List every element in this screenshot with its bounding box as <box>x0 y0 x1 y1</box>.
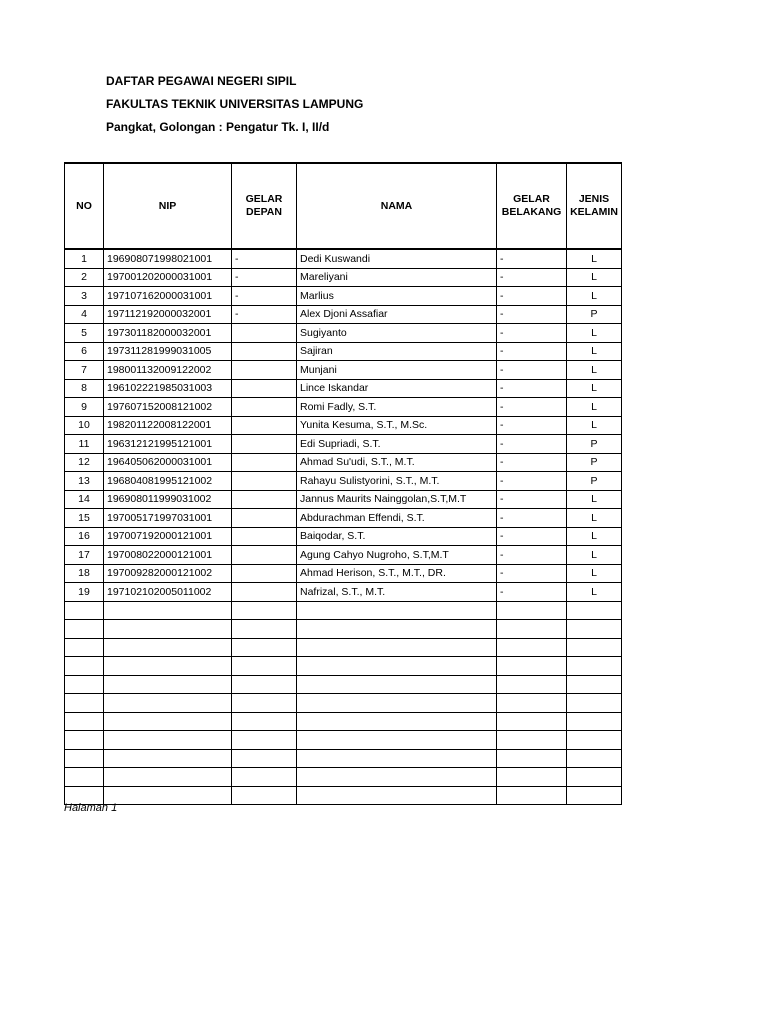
cell-jenis-kelamin: L <box>567 546 622 565</box>
cell-nip: 196405062000031001 <box>104 453 232 472</box>
cell-gelar-depan: - <box>232 287 297 306</box>
cell-nip <box>104 786 232 805</box>
cell-nip <box>104 638 232 657</box>
cell-no: 12 <box>65 453 104 472</box>
col-header-gelar-belakang: GELAR BELAKANG <box>497 163 567 249</box>
cell-gelar-belakang: - <box>497 361 567 380</box>
col-header-jenis-kelamin: JENIS KELAMIN <box>567 163 622 249</box>
cell-jenis-kelamin <box>567 657 622 676</box>
cell-gelar-depan <box>232 564 297 583</box>
empty-row <box>65 620 622 639</box>
cell-nama: Alex Djoni Assafiar <box>297 305 497 324</box>
cell-jenis-kelamin: L <box>567 416 622 435</box>
cell-nama: Marlius <box>297 287 497 306</box>
cell-gelar-depan <box>232 712 297 731</box>
cell-gelar-belakang: - <box>497 583 567 602</box>
cell-gelar-belakang: - <box>497 305 567 324</box>
cell-nama <box>297 601 497 620</box>
cell-gelar-depan <box>232 638 297 657</box>
cell-nip: 196312121995121001 <box>104 435 232 454</box>
cell-gelar-depan <box>232 546 297 565</box>
cell-nip: 196102221985031003 <box>104 379 232 398</box>
cell-nama: Yunita Kesuma, S.T., M.Sc. <box>297 416 497 435</box>
cell-nip: 197311281999031005 <box>104 342 232 361</box>
cell-jenis-kelamin <box>567 694 622 713</box>
cell-no: 10 <box>65 416 104 435</box>
table-row <box>65 342 622 361</box>
cell-gelar-depan <box>232 527 297 546</box>
cell-nama: Romi Fadly, S.T. <box>297 398 497 417</box>
cell-nama <box>297 620 497 639</box>
cell-gelar-belakang: - <box>497 342 567 361</box>
cell-no <box>65 601 104 620</box>
cell-no <box>65 620 104 639</box>
cell-nip <box>104 601 232 620</box>
cell-nama: Lince Iskandar <box>297 379 497 398</box>
cell-gelar-depan: - <box>232 305 297 324</box>
cell-jenis-kelamin <box>567 675 622 694</box>
cell-gelar-belakang: - <box>497 249 567 268</box>
cell-nama: Agung Cahyo Nugroho, S.T,M.T <box>297 546 497 565</box>
cell-gelar-depan <box>232 509 297 528</box>
cell-nama <box>297 694 497 713</box>
cell-gelar-belakang <box>497 694 567 713</box>
cell-nama: Jannus Maurits Nainggolan,S.T,M.T <box>297 490 497 509</box>
table-row <box>65 416 622 435</box>
table-row <box>65 287 622 306</box>
cell-no: 6 <box>65 342 104 361</box>
header-title: DAFTAR PEGAWAI NEGERI SIPIL <box>106 74 297 88</box>
cell-nama <box>297 731 497 750</box>
cell-gelar-depan <box>232 398 297 417</box>
cell-no: 7 <box>65 361 104 380</box>
cell-jenis-kelamin: L <box>567 379 622 398</box>
cell-jenis-kelamin: P <box>567 305 622 324</box>
cell-nama <box>297 712 497 731</box>
cell-nama: Sugiyanto <box>297 324 497 343</box>
cell-gelar-depan <box>232 472 297 491</box>
cell-gelar-depan: - <box>232 249 297 268</box>
cell-no: 2 <box>65 268 104 287</box>
cell-gelar-depan <box>232 620 297 639</box>
cell-gelar-depan <box>232 749 297 768</box>
cell-gelar-belakang: - <box>497 287 567 306</box>
cell-gelar-belakang <box>497 675 567 694</box>
cell-nip: 198001132009122002 <box>104 361 232 380</box>
cell-jenis-kelamin <box>567 768 622 787</box>
cell-jenis-kelamin: L <box>567 398 622 417</box>
cell-no: 3 <box>65 287 104 306</box>
table-row <box>65 305 622 324</box>
cell-jenis-kelamin: L <box>567 268 622 287</box>
cell-nip <box>104 675 232 694</box>
cell-no <box>65 694 104 713</box>
cell-gelar-belakang <box>497 638 567 657</box>
cell-gelar-depan <box>232 453 297 472</box>
cell-jenis-kelamin: L <box>567 509 622 528</box>
cell-jenis-kelamin <box>567 786 622 805</box>
cell-no <box>65 657 104 676</box>
cell-no: 14 <box>65 490 104 509</box>
empty-row <box>65 638 622 657</box>
empty-row <box>65 786 622 805</box>
cell-gelar-depan <box>232 379 297 398</box>
cell-nip: 197008022000121001 <box>104 546 232 565</box>
cell-no <box>65 675 104 694</box>
cell-gelar-belakang: - <box>497 509 567 528</box>
cell-no <box>65 768 104 787</box>
cell-gelar-belakang <box>497 601 567 620</box>
empty-row <box>65 657 622 676</box>
cell-no <box>65 749 104 768</box>
empty-row <box>65 675 622 694</box>
cell-gelar-belakang: - <box>497 435 567 454</box>
cell-no: 18 <box>65 564 104 583</box>
cell-jenis-kelamin: L <box>567 342 622 361</box>
header-faculty: FAKULTAS TEKNIK UNIVERSITAS LAMPUNG <box>106 97 364 111</box>
cell-nip: 198201122008122001 <box>104 416 232 435</box>
cell-nama <box>297 768 497 787</box>
cell-gelar-depan <box>232 675 297 694</box>
cell-jenis-kelamin: L <box>567 361 622 380</box>
cell-jenis-kelamin: L <box>567 583 622 602</box>
cell-gelar-belakang <box>497 712 567 731</box>
cell-gelar-belakang: - <box>497 472 567 491</box>
cell-no: 5 <box>65 324 104 343</box>
cell-nama <box>297 675 497 694</box>
cell-jenis-kelamin <box>567 638 622 657</box>
table-row <box>65 583 622 602</box>
cell-no: 8 <box>65 379 104 398</box>
cell-nip <box>104 657 232 676</box>
cell-nama: Abdurachman Effendi, S.T. <box>297 509 497 528</box>
cell-jenis-kelamin: L <box>567 324 622 343</box>
cell-jenis-kelamin: L <box>567 249 622 268</box>
cell-nip: 197301182000032001 <box>104 324 232 343</box>
cell-gelar-belakang: - <box>497 490 567 509</box>
cell-no: 19 <box>65 583 104 602</box>
cell-nama: Ahmad Su'udi, S.T., M.T. <box>297 453 497 472</box>
cell-no: 16 <box>65 527 104 546</box>
cell-gelar-belakang <box>497 768 567 787</box>
cell-nip <box>104 712 232 731</box>
cell-nama <box>297 657 497 676</box>
cell-nama: Rahayu Sulistyorini, S.T., M.T. <box>297 472 497 491</box>
table-row <box>65 268 622 287</box>
document-header <box>106 70 363 139</box>
cell-jenis-kelamin <box>567 620 622 639</box>
cell-no: 11 <box>65 435 104 454</box>
empty-row <box>65 731 622 750</box>
col-header-no: NO <box>65 163 104 249</box>
cell-nip <box>104 694 232 713</box>
cell-gelar-depan <box>232 601 297 620</box>
cell-gelar-depan <box>232 361 297 380</box>
cell-nip: 197001202000031001 <box>104 268 232 287</box>
cell-nip: 197007192000121001 <box>104 527 232 546</box>
cell-nip: 197009282000121002 <box>104 564 232 583</box>
header-rank: Pangkat, Golongan : Pengatur Tk. I, II/d <box>106 120 330 134</box>
col-header-gelar-depan: GELAR DEPAN <box>232 163 297 249</box>
cell-gelar-depan <box>232 342 297 361</box>
cell-nama: Dedi Kuswandi <box>297 249 497 268</box>
cell-nama <box>297 786 497 805</box>
cell-gelar-belakang: - <box>497 398 567 417</box>
cell-jenis-kelamin: L <box>567 287 622 306</box>
cell-nama <box>297 749 497 768</box>
cell-jenis-kelamin: L <box>567 490 622 509</box>
cell-gelar-depan <box>232 731 297 750</box>
table-row <box>65 472 622 491</box>
cell-no: 9 <box>65 398 104 417</box>
cell-gelar-belakang: - <box>497 527 567 546</box>
empty-row <box>65 712 622 731</box>
cell-nama: Ahmad Herison, S.T., M.T., DR. <box>297 564 497 583</box>
cell-nip: 197607152008121002 <box>104 398 232 417</box>
cell-no <box>65 638 104 657</box>
cell-gelar-belakang: - <box>497 379 567 398</box>
cell-gelar-belakang: - <box>497 416 567 435</box>
cell-no <box>65 731 104 750</box>
table-row <box>65 398 622 417</box>
cell-nip <box>104 768 232 787</box>
cell-jenis-kelamin <box>567 712 622 731</box>
cell-nip <box>104 749 232 768</box>
cell-gelar-depan <box>232 768 297 787</box>
cell-no <box>65 712 104 731</box>
cell-nama <box>297 638 497 657</box>
table-row <box>65 564 622 583</box>
cell-no: 17 <box>65 546 104 565</box>
cell-gelar-belakang: - <box>497 453 567 472</box>
cell-nama: Nafrizal, S.T., M.T. <box>297 583 497 602</box>
empty-row <box>65 749 622 768</box>
table-header-row <box>65 163 622 249</box>
empty-row <box>65 694 622 713</box>
cell-no: 1 <box>65 249 104 268</box>
cell-nama: Edi Supriadi, S.T. <box>297 435 497 454</box>
table-row <box>65 527 622 546</box>
cell-jenis-kelamin <box>567 601 622 620</box>
cell-nip: 197102102005011002 <box>104 583 232 602</box>
table-row <box>65 490 622 509</box>
table-row <box>65 546 622 565</box>
cell-nip <box>104 620 232 639</box>
cell-jenis-kelamin: P <box>567 472 622 491</box>
cell-nama: Sajiran <box>297 342 497 361</box>
cell-jenis-kelamin <box>567 749 622 768</box>
cell-gelar-depan <box>232 657 297 676</box>
cell-gelar-depan <box>232 694 297 713</box>
cell-gelar-belakang <box>497 657 567 676</box>
table-row <box>65 249 622 268</box>
page-footer: Halaman 1 <box>64 802 118 814</box>
cell-gelar-depan <box>232 583 297 602</box>
cell-no: 4 <box>65 305 104 324</box>
table-row <box>65 453 622 472</box>
cell-gelar-belakang: - <box>497 564 567 583</box>
cell-gelar-depan <box>232 490 297 509</box>
cell-nama: Baiqodar, S.T. <box>297 527 497 546</box>
cell-nip: 197112192000032001 <box>104 305 232 324</box>
empty-row <box>65 768 622 787</box>
cell-nip: 196908011999031002 <box>104 490 232 509</box>
cell-nip: 197005171997031001 <box>104 509 232 528</box>
cell-gelar-belakang <box>497 786 567 805</box>
cell-jenis-kelamin: L <box>567 564 622 583</box>
cell-nama: Munjani <box>297 361 497 380</box>
cell-gelar-depan <box>232 416 297 435</box>
cell-jenis-kelamin <box>567 731 622 750</box>
cell-gelar-depan <box>232 324 297 343</box>
cell-gelar-belakang: - <box>497 324 567 343</box>
table-row <box>65 361 622 380</box>
col-header-nama: NAMA <box>297 163 497 249</box>
cell-gelar-belakang <box>497 620 567 639</box>
cell-nama: Mareliyani <box>297 268 497 287</box>
cell-gelar-depan <box>232 435 297 454</box>
cell-gelar-belakang <box>497 749 567 768</box>
table-row <box>65 435 622 454</box>
cell-nip <box>104 731 232 750</box>
table-row <box>65 509 622 528</box>
cell-no: 13 <box>65 472 104 491</box>
cell-jenis-kelamin: P <box>567 435 622 454</box>
cell-gelar-belakang: - <box>497 546 567 565</box>
cell-no: 15 <box>65 509 104 528</box>
table-body <box>65 249 622 805</box>
empty-row <box>65 601 622 620</box>
cell-gelar-depan: - <box>232 268 297 287</box>
cell-gelar-depan <box>232 786 297 805</box>
employee-table <box>64 162 622 805</box>
table-row <box>65 324 622 343</box>
cell-gelar-belakang <box>497 731 567 750</box>
cell-nip: 196804081995121002 <box>104 472 232 491</box>
table-row <box>65 379 622 398</box>
cell-jenis-kelamin: P <box>567 453 622 472</box>
cell-jenis-kelamin: L <box>567 527 622 546</box>
cell-nip: 196908071998021001 <box>104 249 232 268</box>
cell-nip: 197107162000031001 <box>104 287 232 306</box>
cell-gelar-belakang: - <box>497 268 567 287</box>
col-header-nip: NIP <box>104 163 232 249</box>
